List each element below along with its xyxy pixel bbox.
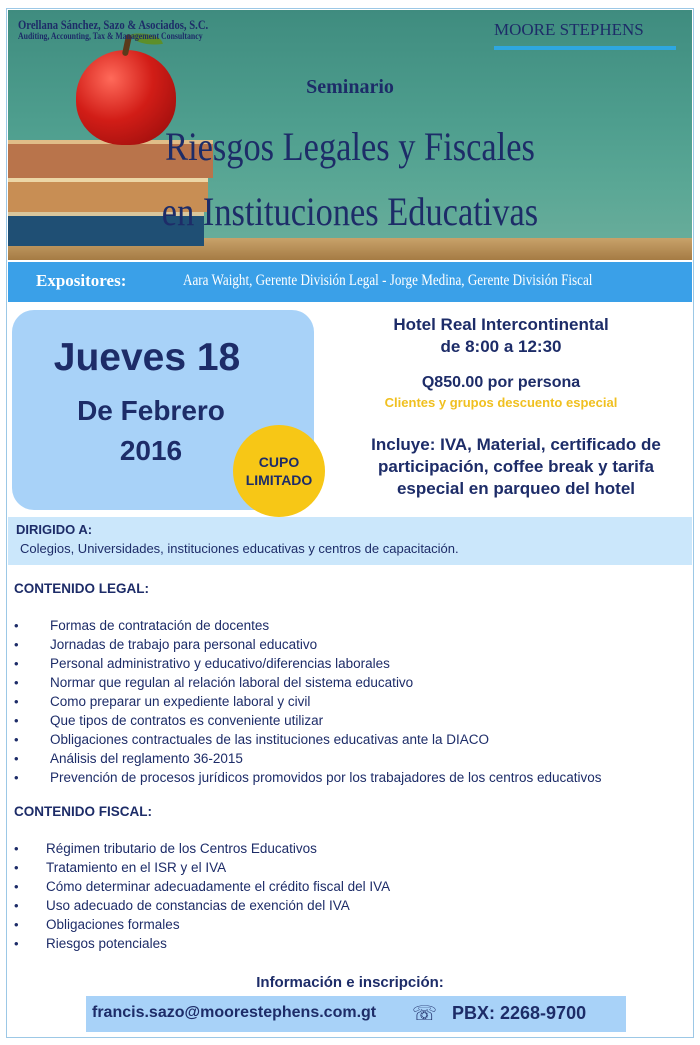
event-month: De Febrero xyxy=(77,395,225,426)
contact-bar xyxy=(86,996,626,1032)
list-item: • Obligaciones contractuales de las instituciones educativas ante la DIACO xyxy=(14,730,690,749)
page-title-line2: en Instituciones Educativas xyxy=(161,189,539,234)
firm-subtitle: Auditing, Accounting, Tax & Management Consultancy xyxy=(18,32,203,42)
list-item: • Análisis del reglamento 36-2015 xyxy=(14,749,690,768)
list-item: • Prevención de procesos jurídicos promovidos por los trabajadores de los centros educativos xyxy=(14,768,690,787)
brand-underline xyxy=(494,46,676,50)
audience-section xyxy=(8,517,692,565)
list-item: • Jornadas de trabajo para personal educativo xyxy=(14,635,690,654)
list-item: • Normar que regulan al relación laboral del sistema educativo xyxy=(14,673,690,692)
list-item: • Uso adecuado de constancias de exención del IVA xyxy=(14,896,690,915)
event-time: de 8:00 a 12:30 xyxy=(440,337,562,356)
list-item: • Formas de contratación de docentes xyxy=(14,616,690,635)
badge-line1: CUPO xyxy=(258,453,300,470)
firm-logo xyxy=(18,18,250,43)
fiscal-list xyxy=(14,839,690,953)
list-item: • Tratamiento en el ISR y el IVA xyxy=(14,858,690,877)
includes-line: participación, coffee break y tarifa xyxy=(378,457,654,476)
brand-logo: MOORE STEPHENS xyxy=(494,20,644,39)
firm-name: Orellana Sánchez, Sazo & Asociados, S.C. xyxy=(18,17,209,32)
venue-info xyxy=(342,314,660,358)
discount-note: Clientes y grupos descuento especial xyxy=(384,395,618,410)
price: Q850.00 por persona xyxy=(421,374,581,391)
legal-list xyxy=(14,616,690,787)
contact-phone[interactable]: PBX: 2268-9700 xyxy=(452,1003,587,1023)
speakers-bar xyxy=(8,262,692,302)
event-type: Seminario xyxy=(306,76,394,98)
audience-text: Colegios, Universidades, instituciones educativas y centros de capacitación. xyxy=(20,541,459,556)
includes-line: Incluye: IVA, Material, certificado de xyxy=(371,435,661,454)
venue-name: Hotel Real Intercontinental xyxy=(393,315,609,334)
limited-seats-badge xyxy=(233,425,325,517)
list-item: • Obligaciones formales xyxy=(14,915,690,934)
contact-email[interactable]: francis.sazo@moorestephens.com.gt xyxy=(92,1004,377,1021)
phone-icon: ☏ xyxy=(412,1003,438,1025)
event-day: Jueves 18 xyxy=(53,336,241,379)
list-item: • Que tipos de contratos es conveniente utilizar xyxy=(14,711,690,730)
registration-heading: Información e inscripción: xyxy=(256,974,444,991)
legal-heading: CONTENIDO LEGAL: xyxy=(14,581,149,596)
list-item: • Como preparar un expediente laboral y civil xyxy=(14,692,690,711)
fiscal-heading: CONTENIDO FISCAL: xyxy=(14,804,152,819)
badge-line2: LIMITADO xyxy=(245,472,313,488)
speakers-label: Expositores: xyxy=(36,271,127,290)
event-year: 2016 xyxy=(119,435,183,466)
list-item: • Régimen tributario de los Centros Educativos xyxy=(14,839,690,858)
list-item: • Personal administrativo y educativo/diferencias laborales xyxy=(14,654,690,673)
includes-info xyxy=(346,434,686,500)
list-item: • Riesgos potenciales xyxy=(14,934,690,953)
page-title-line1: Riesgos Legales y Fiscales xyxy=(165,124,535,169)
audience-heading: DIRIGIDO A: xyxy=(16,522,93,537)
speakers-names: Aara Waight, Gerente División Legal - Jorge Medina, Gerente División Fiscal xyxy=(183,272,593,289)
includes-line: especial en parqueo del hotel xyxy=(396,479,636,498)
list-item: • Cómo determinar adecuadamente el crédito fiscal del IVA xyxy=(14,877,690,896)
